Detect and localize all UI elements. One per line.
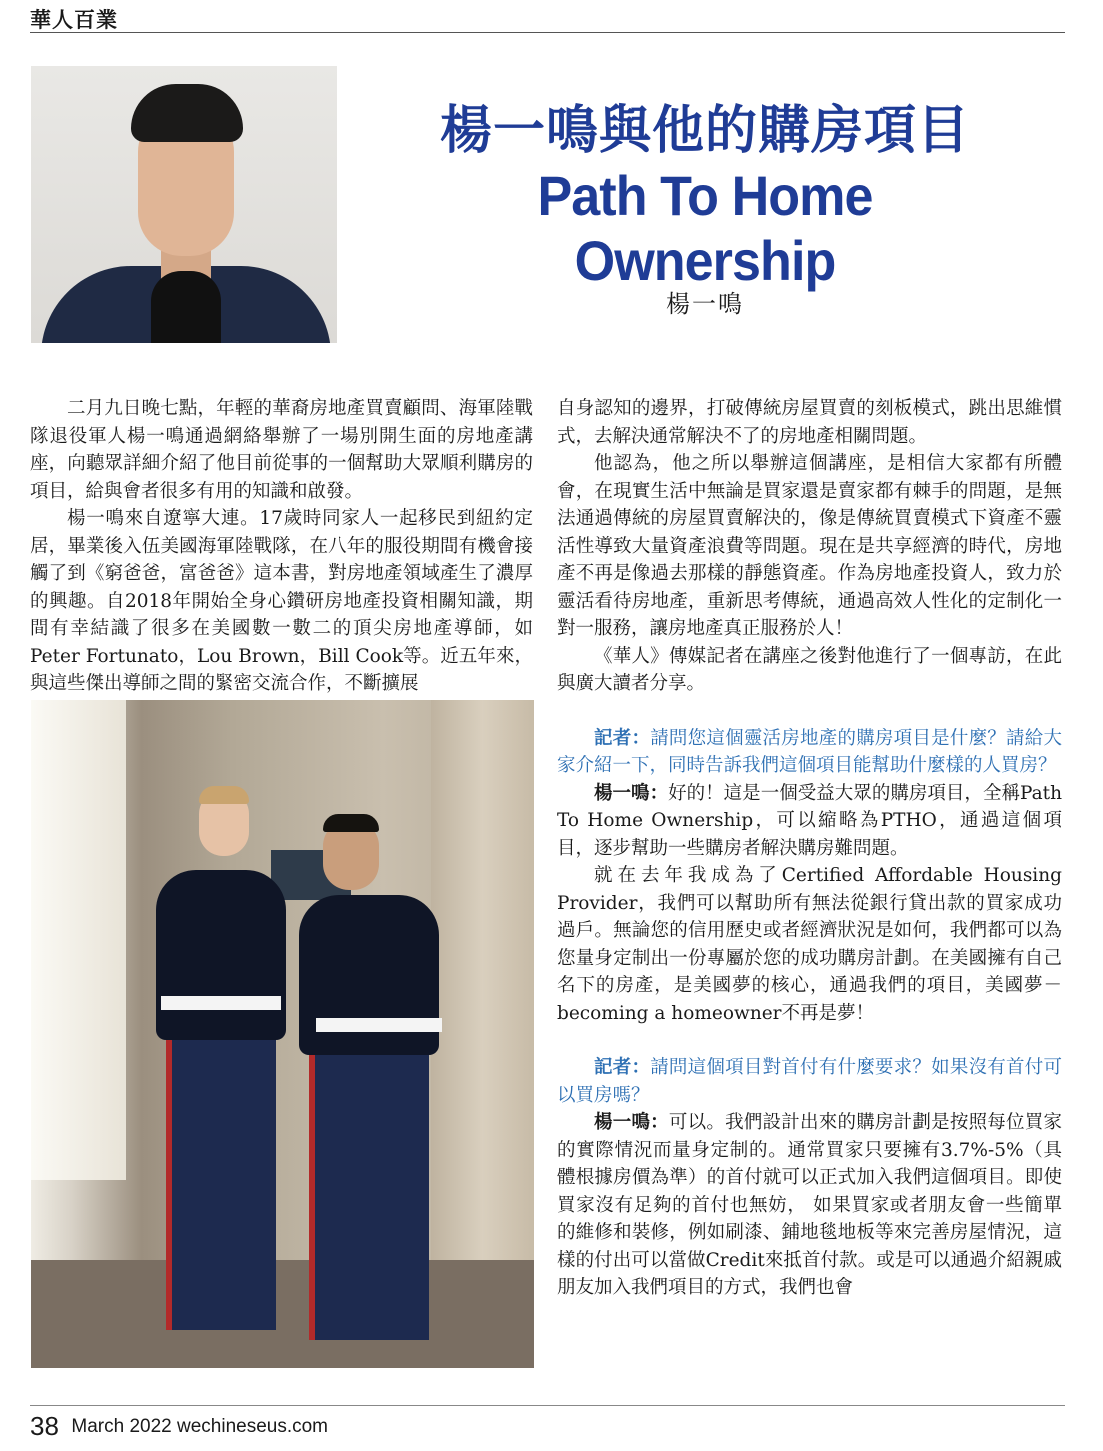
question-1 bbox=[557, 725, 1062, 780]
author-byline: 楊一鳴 bbox=[666, 290, 744, 318]
answer-text: 好的！這是一個受益大眾的購房項目，全稱Path To Home Ownership，可以縮略為PTHO，通過這個項目，逐步幫助一些購房者解決購房難問題。 bbox=[557, 782, 1062, 859]
question-tag: 記者： bbox=[594, 727, 651, 749]
answer-text: 可以。我們設計出來的購房計劃是按照每位買家的實際情況而量身定制的。通常買家只要擁有3.7%-5%（具體根據房價為準）的首付就可以正式加入我們這個項目。即使買家沒有足夠的首付也無妨， 如果買家或者朋友會一些簡單的維修和裝修，例如刷漆、鋪地毯地板等來完善房屋情況，這樣的付出可以當做Credit來抵首付款。或是可以通過介紹親戚朋友加入我們項目的方式，我們也會 bbox=[557, 1112, 1062, 1298]
paragraph: 楊一鳴來自遼寧大連。17歲時同家人一起移民到紐約定居，畢業後入伍美國海軍陸戰隊，在八年的服役期間有機會接觸了到《窮爸爸，富爸爸》這本書，對房地產領域產生了濃厚的興趣。自2018年開始全身心鑽研房地產投資相關知識，期間有幸結識了很多在美國數一數二的頂尖房地產導師，如Peter Fortunato，Lou Brown，Bill Cook等。近五年來，與這些傑出導師之間的緊密交流合作，不斷擴展 bbox=[30, 508, 533, 694]
answer-tag: 楊一鳴： bbox=[594, 1112, 669, 1133]
question-text: 請問這個項目對首付有什麼要求？如果沒有首付可以買房嗎？ bbox=[557, 1057, 1062, 1106]
footer-divider bbox=[30, 1405, 1065, 1406]
question-tag: 記者： bbox=[594, 1057, 651, 1078]
question-text: 請問您這個靈活房地產的購房項目是什麼？請給大家介紹一下，同時告訴我們這個項目能幫助什麼樣的人買房？ bbox=[557, 727, 1062, 776]
answer-tag: 楊一鳴： bbox=[594, 782, 669, 804]
paragraph: 自身認知的邊界，打破傳統房屋買賣的刻板模式，跳出思維慣式，去解決通常解決不了的房地產相關問題。 bbox=[557, 398, 1062, 447]
author-portrait bbox=[31, 66, 337, 343]
paragraph: 就在去年我成為了Certified Affordable Housing Provider，我們可以幫助所有無法從銀行貸出款的買家成功過戶。無論您的信用歷史或者經濟狀況是如何，我們都可以為您量身定制出一份專屬於您的成功購房計劃。在美國擁有自己名下的房產，是美國夢的核心，通過我們的項目，美國夢－becoming a homeowner不再是夢！ bbox=[557, 865, 1062, 1024]
left-column bbox=[30, 395, 533, 698]
page-number: 38 bbox=[30, 1411, 59, 1441]
right-column bbox=[557, 395, 1062, 1302]
header-divider bbox=[30, 32, 1065, 33]
marines-photo bbox=[31, 700, 534, 1368]
paragraph: 他認為，他之所以舉辦這個講座，是相信大家都有所體會，在現實生活中無論是買家還是賣家都有棘手的問題，是無法通過傳統的房屋買賣解決的，像是傳統買賣模式下資產不靈活性導致大量資產浪費等問題。現在是共享經濟的時代，房地產不再是像過去那樣的靜態資產。作為房地產投資人，致力於靈活看待房地產，重新思考傳統，通過高效人性化的定制化一對一服務，讓房地產真正服務於人！ bbox=[557, 453, 1062, 639]
section-label: 華人百業 bbox=[30, 7, 118, 32]
paragraph: 二月九日晚七點，年輕的華裔房地產買賣顧問、海軍陸戰隊退役軍人楊一鳴通過網絡舉辦了一場別開生面的房地產講座，向聽眾詳細介紹了他目前從事的一個幫助大眾順利購房的項目，給與會者很多有用的知識和啟發。 bbox=[30, 398, 533, 502]
issue-info: March 2022 wechineseus.com bbox=[71, 1415, 329, 1437]
article-title-chinese: 楊一鳴與他的購房項目 bbox=[439, 101, 970, 161]
answer-1 bbox=[557, 780, 1062, 863]
page-footer bbox=[30, 1411, 328, 1442]
answer-2 bbox=[557, 1109, 1062, 1302]
paragraph: 《華人》傳媒記者在講座之後對他進行了一個專訪，在此與廣大讀者分享。 bbox=[557, 645, 1062, 694]
question-2 bbox=[557, 1054, 1062, 1109]
article-title-english: Path To Home Ownership bbox=[537, 164, 873, 292]
